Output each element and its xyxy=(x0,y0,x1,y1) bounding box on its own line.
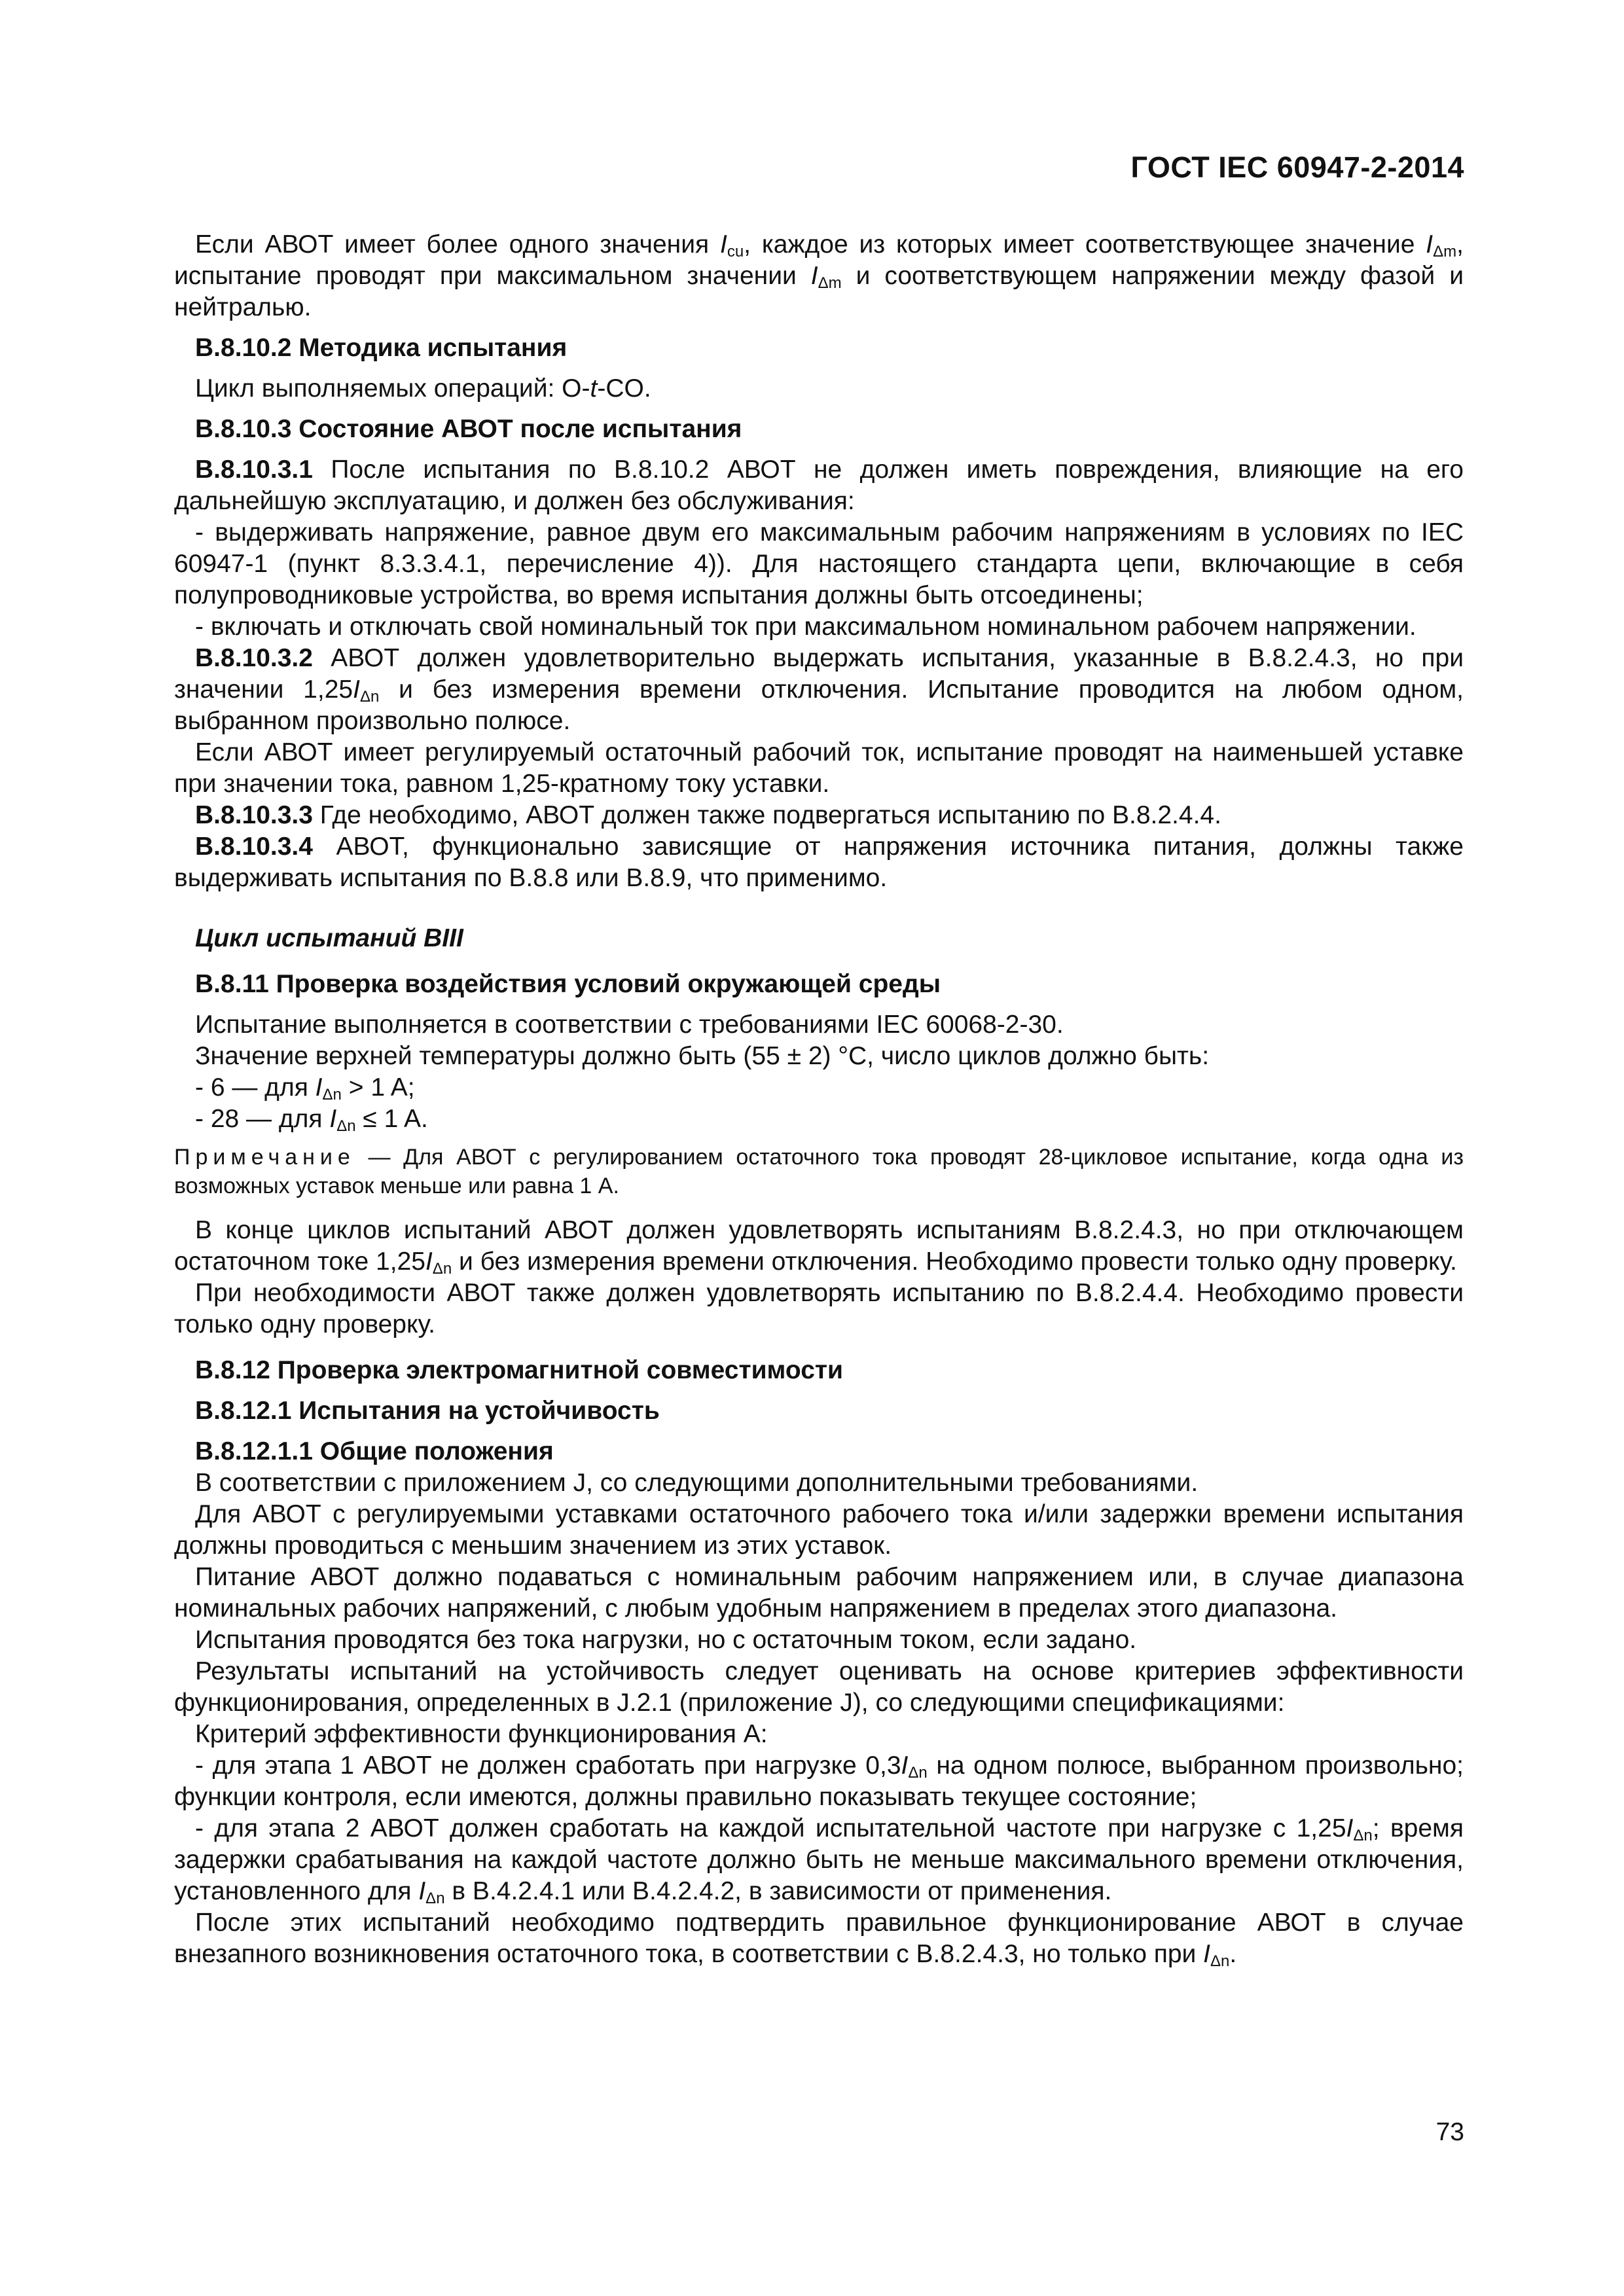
list-item xyxy=(174,1750,1464,1813)
paragraph xyxy=(174,1278,1464,1340)
text-run: ≤ 1 A. xyxy=(355,1105,428,1133)
italic-symbol: I xyxy=(315,1073,323,1102)
subscript: Δn xyxy=(1353,1827,1373,1844)
text-run: Где необходимо, АВОТ должен также подвергаться испытанию по B.8.2.4.4. xyxy=(312,801,1221,829)
text-run: — Для АВОТ с регулированием остаточного тока проводят 28-цикловое испытание, когда одна из возможных уставок меньше или равна 1 А. xyxy=(174,1145,1464,1198)
text-run: - для этапа 2 АВОТ должен сработать на каждой испытательной частоте при нагрузке с 1,25 xyxy=(195,1814,1346,1842)
subscript: Δn xyxy=(322,1086,342,1103)
text-run: , испытание проводят при максимальном значении xyxy=(174,230,1464,290)
text-run: и без измерения времени отключения. Испытание проводится на любом одном, выбранном произвольно полюсе. xyxy=(174,675,1464,735)
clause-paragraph xyxy=(174,643,1464,737)
paragraph xyxy=(174,373,1464,404)
note-paragraph xyxy=(174,1143,1464,1200)
subscript: Δn xyxy=(432,1260,452,1278)
text-run: B.8.12.1.1 Общие положения xyxy=(195,1437,554,1465)
section-heading xyxy=(174,414,1464,445)
text-run: на одном полюсе, выбранном произвольно; функции контроля, если имеются, должны правильно показывать текущее состояние; xyxy=(174,1751,1464,1811)
paragraph xyxy=(174,1907,1464,1970)
test-cycle-title xyxy=(174,923,1464,954)
text-run: ; время задержки срабатывания на каждой частоте должно быть не меньше максимального времени отключения, установленного для xyxy=(174,1814,1464,1905)
subscript: Δm xyxy=(818,274,842,292)
text-run: , каждое из которых имеет соответствующее значение xyxy=(744,230,1426,259)
text-run: Если АВОТ имеет регулируемый остаточный рабочий ток, испытание проводят на наименьшей уставке при значении тока, равном 1,25-кратному току уставки. xyxy=(174,738,1464,798)
paragraph xyxy=(174,1215,1464,1278)
subscript: Δn xyxy=(425,1890,445,1907)
italic-symbol: I xyxy=(901,1751,909,1780)
section-heading xyxy=(174,1355,1464,1386)
subscript: Δn xyxy=(1210,1952,1230,1970)
text-run: В конце циклов испытаний АВОТ должен удовлетворять испытаниям B.8.2.4.3, но при отключающем остаточном токе 1,25 xyxy=(174,1216,1464,1276)
paragraph xyxy=(174,1009,1464,1041)
list-item xyxy=(174,517,1464,611)
text-run: Для АВОТ с регулируемыми уставками остаточного рабочего тока и/или задержки времени испытания должны проводиться с меньшим значением из этих уставок. xyxy=(174,1500,1464,1560)
text-run: Испытание выполняется в соответствии с требованиями IEC 60068-2-30. xyxy=(195,1011,1064,1039)
paragraph xyxy=(174,737,1464,800)
italic-symbol: I xyxy=(1346,1814,1354,1842)
paragraph xyxy=(174,1562,1464,1624)
section-heading xyxy=(174,969,1464,1000)
clause-paragraph xyxy=(174,454,1464,517)
text-run: Если АВОТ имеет более одного значения xyxy=(195,230,720,259)
text-run: АВОТ, функционально зависящие от напряжения источника питания, должны также выдерживать испытания по B.8.8 или B.8.9, что применимо. xyxy=(174,833,1464,892)
paragraph xyxy=(174,1624,1464,1656)
text-run: и соответствующем напряжении между фазой и нейтралью. xyxy=(174,262,1464,321)
text-run: - 6 — для xyxy=(195,1073,316,1102)
text-run: Значение верхней температуры должно быть (55 ± 2) °C, число циклов должно быть: xyxy=(195,1042,1210,1070)
clause-paragraph xyxy=(174,831,1464,894)
italic-symbol: I xyxy=(1203,1940,1210,1968)
paragraph xyxy=(174,1467,1464,1499)
paragraph xyxy=(174,1656,1464,1719)
italic-symbol: I xyxy=(1426,230,1434,259)
clause-number: B.8.10.3.3 xyxy=(195,801,313,829)
subscript: Δm xyxy=(1433,243,1457,260)
list-item xyxy=(174,1813,1464,1907)
text-run: в B.4.2.4.1 или B.4.2.4.2, в зависимости от применения. xyxy=(444,1877,1112,1905)
list-item xyxy=(174,1072,1464,1103)
italic-symbol: I xyxy=(425,1247,433,1276)
text-run: Цикл выполняемых операций: O- xyxy=(195,374,590,403)
text-run: B.8.10.3 Состояние АВОТ после испытания xyxy=(195,415,742,443)
subscript: Δn xyxy=(336,1117,356,1135)
text-run: B.8.10.2 Методика испытания xyxy=(195,334,568,362)
italic-symbol: t xyxy=(590,374,598,403)
text-run: При необходимости АВОТ также должен удовлетворять испытанию по B.8.2.4.4. Необходимо провести только одну проверку. xyxy=(174,1279,1464,1338)
text-run: - для этапа 1 АВОТ не должен сработать при нагрузке 0,3 xyxy=(195,1751,901,1780)
text-run: B.8.12.1 Испытания на устойчивость xyxy=(195,1397,660,1425)
paragraph xyxy=(174,1499,1464,1562)
document-body xyxy=(174,229,1464,1970)
italic-symbol: I xyxy=(353,675,360,704)
text-run: Питание АВОТ должно подаваться с номинальным рабочим напряжением или, в случае диапазона номинальных рабочих напряжений, с любым удобным напряжением в пределах этого диапазона. xyxy=(174,1563,1464,1623)
text-run: Критерий эффективности функционирования A: xyxy=(195,1720,768,1748)
section-heading xyxy=(174,1395,1464,1427)
text-run: -CO. xyxy=(597,374,651,403)
text-run: и без измерения времени отключения. Необходимо провести только одну проверку. xyxy=(452,1247,1457,1276)
italic-symbol: I xyxy=(418,1877,426,1905)
text-run: АВОТ должен удовлетворительно выдержать испытания, указанные в B.8.2.4.3, но при значении 1,25 xyxy=(174,644,1464,704)
text-run: В соответствии с приложением J, со следующими дополнительными требованиями. xyxy=(195,1469,1199,1497)
italic-symbol: I xyxy=(810,262,818,290)
list-item xyxy=(174,611,1464,643)
italic-symbol: I xyxy=(719,230,727,259)
text-run: - 28 — для xyxy=(195,1105,330,1133)
text-run: Результаты испытаний на устойчивость следует оценивать на основе критериев эффективности функционирования, определенных в J.2.1 (приложение J), со следующими спецификациями: xyxy=(174,1657,1464,1717)
clause-number: B.8.10.3.1 xyxy=(195,456,313,484)
document-header: ГОСТ IEC 60947-2-2014 xyxy=(1130,151,1464,184)
subscript: Δn xyxy=(359,688,380,706)
text-run: Цикл испытаний BIII xyxy=(195,924,463,952)
page-number: 73 xyxy=(1435,2118,1464,2146)
note-label: Примечание xyxy=(174,1145,355,1170)
clause-number: B.8.10.3.4 xyxy=(195,833,313,861)
section-heading xyxy=(174,332,1464,364)
paragraph-intro xyxy=(174,229,1464,323)
text-run: . xyxy=(1229,1940,1237,1968)
italic-symbol: I xyxy=(329,1105,337,1133)
section-heading xyxy=(174,1436,1464,1467)
text-run: - включать и отключать свой номинальный ток при максимальном номинальном рабочем напряжении. xyxy=(195,613,1416,641)
text-run: - выдерживать напряжение, равное двум его максимальным рабочим напряжениям в условиях по IEC 60947-1 (пункт 8.3.3.4.1, перечисление 4)). Для настоящего стандарта цепи, включающие в себя полупроводниковые устройства, во время испытания должны быть отсоединены; xyxy=(174,518,1464,609)
text-run: > 1 A; xyxy=(341,1073,415,1102)
clause-number: B.8.10.3.2 xyxy=(195,644,313,672)
paragraph xyxy=(174,1719,1464,1750)
text-run: После этих испытаний необходимо подтвердить правильное функционирование АВОТ в случае внезапного возникновения остаточного тока, в соответствии с B.8.2.4.3, но только при xyxy=(174,1909,1464,1968)
paragraph xyxy=(174,1041,1464,1072)
text-run: B.8.12 Проверка электромагнитной совместимости xyxy=(195,1356,843,1384)
subscript: Δn xyxy=(908,1764,928,1782)
clause-paragraph xyxy=(174,800,1464,831)
text-run: B.8.11 Проверка воздействия условий окружающей среды xyxy=(195,970,941,998)
text-run: После испытания по B.8.10.2 АВОТ не должен иметь повреждения, влияющие на его дальнейшую эксплуатацию, и должен без обслуживания: xyxy=(174,456,1464,515)
subscript: cu xyxy=(727,243,744,260)
text-run: Испытания проводятся без тока нагрузки, но с остаточным током, если задано. xyxy=(195,1626,1137,1654)
list-item xyxy=(174,1103,1464,1135)
